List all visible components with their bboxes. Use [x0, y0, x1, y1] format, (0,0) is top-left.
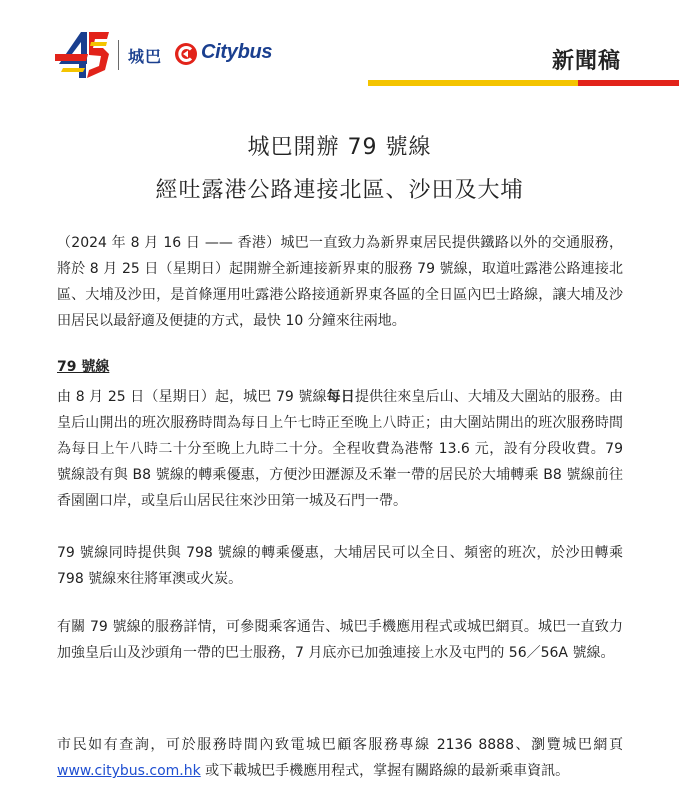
headline-line-2: 經吐露港公路連接北區、沙田及大埔	[155, 178, 524, 203]
citybus-c-logo-icon	[174, 42, 198, 66]
header	[0, 0, 679, 90]
logo-chinese-text: 城巴	[128, 47, 163, 66]
header-bar-red	[578, 80, 679, 86]
contact-text-before: 市民如有查詢，可於服務時間內致電城巴顧客服務專線 2136 8888、瀏覽城巴網頁	[57, 737, 623, 753]
45-anniversary-logo-icon	[55, 28, 111, 80]
route-79-paragraph	[57, 384, 623, 514]
intro-paragraph: （2024 年 8 月 16 日 —— 香港）城巴一直致力為新界東居民提供鐵路以外的交通服務，將於 8 月 25 日（星期日）起開辦全新連接新界東的服務 79 號線，取道吐露港公路連接北區、大埔及沙田，是首條運用吐露港公路接通新界東各區的全日區內巴士路線，讓大埔及沙田居民以最舒適及便捷的方式，最快 10 分鐘來往兩地。	[57, 235, 623, 329]
citybus-website-link[interactable]: www.citybus.com.hk	[57, 763, 201, 779]
route-79-text-bold: 每日	[326, 389, 355, 405]
contact-text-after: 或下載城巴手機應用程式，掌握有關路線的最新乘車資訊。	[200, 763, 570, 779]
section-heading-route-79: 79 號線	[57, 359, 110, 375]
service-details-paragraph: 有關 79 號線的服務詳情，可參閱乘客通告、城巴手機應用程式或城巴網頁。城巴一直致力加強皇后山及沙頭角一帶的巴士服務，7 月底亦已加強連接上水及屯門的 56／56A 號線。	[57, 619, 623, 661]
headline-line-1: 城巴開辦 79 號線	[247, 135, 432, 160]
header-color-bar	[368, 80, 679, 86]
press-release-label: 新聞稿	[551, 49, 621, 74]
header-bar-yellow	[368, 80, 578, 86]
contact-paragraph	[57, 732, 623, 784]
interchange-paragraph: 79 號線同時提供與 798 號線的轉乘優惠，大埔居民可以全日、頻密的班次，於沙田轉乘 798 號線來往將軍澳或火炭。	[57, 545, 623, 587]
route-79-text-after: 提供往來皇后山、大埔及大圍站的服務。由皇后山開出的班次服務時間為每日上午七時正至晚上八時正；由大圍站開出的班次服務時間為每日上午八時二十分至晚上九時二十分。全程收費為港幣 13.6 元，設有分段收費。79 號線設有與 B8 號線的轉乘優惠，方便沙田瀝源及禾輋一帶的居民於大埔轉乘 B8 號線前往香園圍口岸，或皇后山居民往來沙田第一城及石門一帶。	[57, 389, 624, 509]
logo-divider	[118, 40, 119, 70]
route-79-text-before: 由 8 月 25 日（星期日）起，城巴 79 號線	[57, 389, 327, 405]
logo-english-text: Citybus	[201, 41, 273, 63]
